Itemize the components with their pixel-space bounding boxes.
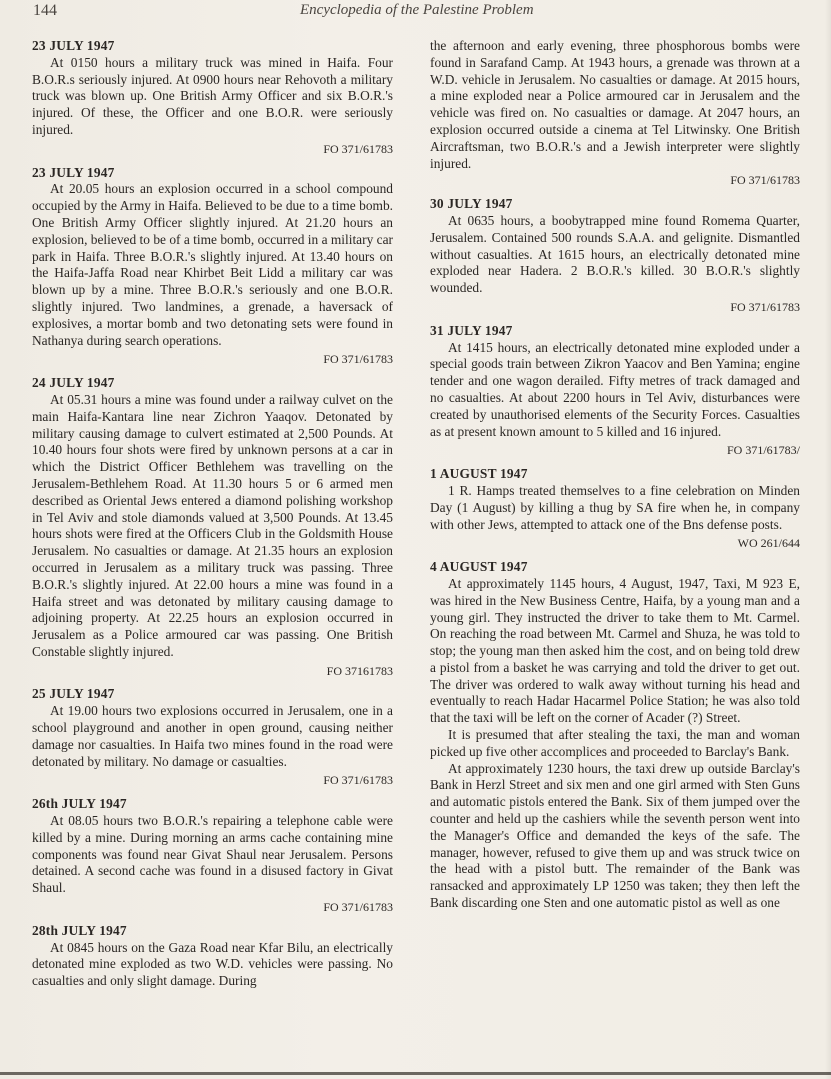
entry-date: 1 AUGUST 1947 bbox=[430, 466, 528, 482]
left-column bbox=[32, 38, 393, 990]
running-title: Encyclopedia of the Palestine Problem bbox=[300, 2, 534, 18]
entry bbox=[32, 796, 393, 916]
page-header bbox=[0, 2, 831, 24]
entry bbox=[32, 686, 393, 789]
entry-date: 28th JULY 1947 bbox=[32, 922, 127, 938]
entry-text: At 19.00 hours two explosions occurred in Jerusalem, one in a school playground and another in open ground, causing neither damage nor casualties. In Haifa two mines found in the road were detonated by military. No damage or casualties. bbox=[32, 703, 393, 769]
source-reference: FO 37161783 bbox=[326, 663, 393, 678]
source-reference: FO 371/61783 bbox=[323, 352, 393, 367]
page-edge-shadow bbox=[825, 0, 831, 1079]
entry bbox=[32, 923, 393, 990]
source-reference: FO 371/61783 bbox=[323, 900, 393, 915]
entry-continuation bbox=[430, 38, 800, 189]
entry-text: 1 R. Hamps treated themselves to a fine celebration on Minden Day (1 August) by killing a thug by SA fire when he, in company with other Jews, attempted to attack one of the Bns defense posts. bbox=[430, 482, 800, 532]
entry-text: It is presumed that after stealing the taxi, the man and woman picked up five other accomplices and proceeded to Barclay's Bank. bbox=[430, 727, 800, 759]
entry bbox=[430, 559, 800, 912]
entry-date: 30 JULY 1947 bbox=[430, 196, 513, 212]
source-reference: FO 371/61783 bbox=[730, 173, 800, 188]
right-column bbox=[430, 38, 800, 912]
entry-text: At 08.05 hours two B.O.R.'s repairing a telephone cable were killed by a mine. During morning an arms cache containing mine components was found near Givat Shaul near Jerusalem. Persons detained. A second cache was found in a disused factory in Givat Shaul. bbox=[32, 813, 393, 896]
page-bottom-rule bbox=[0, 1072, 831, 1075]
entry-text: At 05.31 hours a mine was found under a railway culvet on the main Haifa-Kantara line near Zichron Yaaqov. Detonated by military causing damage to culvert estimated at 2,500 Pounds. At 10.40 hours four shots were fired by unknown persons at a car in which the District Officer Bethlehem was travelling on the Jerusalem-Bethlehem Road. At 11.30 hours 5 or 6 armed men described as Oriental Jews entered a diamond polishing workshop in Tel Aviv and stole diamonds valued at 3,500 Pounds. At 13.45 hours shots were fired at the Officers Club in the Goldsmith House Jerusalem. No casualties or damage. At 21.35 hours an explosion occurred in Jerusalem as a military truck was passing. Three B.O.R.'s slightly injured. At 22.00 hours a mine was found in a Haifa street and was detonated by military causing damage to adjoining property. At 22.25 hours an explosion occurred in Jerusalem as a Police armoured car was passing. One British Constable slightly injured. bbox=[32, 391, 393, 659]
entry-date: 4 AUGUST 1947 bbox=[430, 559, 528, 575]
page-number: 144 bbox=[33, 2, 57, 19]
source-reference: WO 261/644 bbox=[737, 536, 800, 551]
entry-text: At 20.05 hours an explosion occurred in a school compound occupied by the Army in Haifa. Believed to be due to a time bomb. One British Army Officer slightly injured. At 21.20 hours an explosion, believed to be of a time bomb, occurred in a military car park in Haifa. Three B.O.R.'s slightly injured. At 13.40 hours on the Haifa-Jaffa Road near Khirbet Beit Lidd a military car was blown up by a mine. Three B.O.R.'s seriously and one B.O.R. slightly injured. Two landmines, a grenade, a haversack of explosives, a mortar bomb and two detonating sets were found in Nathanya during search operations. bbox=[32, 181, 393, 348]
entry bbox=[430, 323, 800, 459]
entry-date: 23 JULY 1947 bbox=[32, 38, 115, 53]
entry-date: 23 JULY 1947 bbox=[32, 164, 115, 180]
entry-date: 26th JULY 1947 bbox=[32, 796, 127, 812]
source-reference: FO 371/61783 bbox=[323, 773, 393, 788]
entry-text: At approximately 1145 hours, 4 August, 1947, Taxi, M 923 E, was hired in the New Business Centre, Haifa, by a young man and a young girl. They instructed the driver to take them to Mt. Carmel. On reaching the road between Mt. Carmel and Shuza, he was told to stop; the young man then asked him the cost, and on being told drew a pistol from a basket he was carrying and told the driver to get out. The driver was ordered to walk away without turning his head and eventually to reach Hadar Hacarmel Police Station; he was also told that the taxi will be left on the corner of Acader (?) Street. bbox=[430, 575, 800, 726]
entry-text: At approximately 1230 hours, the taxi drew up outside Barclay's Bank in Herzl Street and six men and one girl armed with Sten Guns and automatic pistols entered the Bank. Six of them jumped over the counter and held up the cashiers while the seventh person went into the Manager's Office and demanded the keys of the safe. The manager, however, refused to give them up and was struck twice on the head with a pistol butt. The remainder of the Bank was ransacked and approximately LP 1250 was taken; they then left the Bank discarding one Sten and one automatic pistol as well as one bbox=[430, 760, 800, 911]
entry-text: At 0845 hours on the Gaza Road near Kfar Bilu, an electrically detonated mine exploded as two W.D. vehicles were passing. No casualties and only slight damage. During bbox=[32, 939, 393, 989]
entry bbox=[32, 165, 393, 369]
source-reference: FO 371/61783 bbox=[323, 141, 393, 156]
entry-date: 24 JULY 1947 bbox=[32, 375, 115, 391]
entry bbox=[430, 196, 800, 316]
entry bbox=[32, 375, 393, 679]
entry-text: the afternoon and early evening, three phosphorous bombs were found in Sarafand Camp. At 1943 hours, a grenade was thrown at a W.D. vehicle in Jerusalem. No casualties or damage. At 2015 hours, a mine exploded near a Police armoured car in Jerusalem and the vehicle was fired on. No casualties or damage. At 2047 hours, an explosion occurred outside a cinema at Tel Litwinsky. One British Aircraftsman, two B.O.R.'s and a Jewish interpreter were slightly injured. bbox=[430, 38, 800, 171]
entry-date: 25 JULY 1947 bbox=[32, 686, 115, 702]
entry-date: 31 JULY 1947 bbox=[430, 322, 513, 338]
entry-text: At 0150 hours a military truck was mined in Haifa. Four B.O.R.s seriously injured. At 0900 hours near Rehovoth a military truck was blown up. One British Army Officer and six B.O.R.'s injured. Of these, the Officer and one B.O.R. were seriously injured. bbox=[32, 54, 393, 137]
entry-text: At 0635 hours, a boobytrapped mine found Romema Quarter, Jerusalem. Contained 500 rounds S.A.A. and gelignite. Dismantled without casualties. At 1615 hours, an electrically detonated mine exploded near Hadera. 2 B.O.R.'s killed. 30 B.O.R.'s slightly wounded. bbox=[430, 212, 800, 296]
source-reference: FO 371/61783/ bbox=[726, 443, 800, 458]
entry bbox=[32, 38, 393, 158]
source-reference: FO 371/61783 bbox=[730, 299, 800, 314]
entry-text: At 1415 hours, an electrically detonated mine exploded under a special goods train between Zikron Yaacov and Ben Yamina; engine tender and one wagon derailed. Fifty metres of track damaged and no casualties. At about 2200 hours in Tel Aviv, disturbances were created by unauthorised elements of the Security Forces. Casualties as at present known amount to 5 killed and 16 injured. bbox=[430, 339, 800, 439]
entry bbox=[430, 466, 800, 552]
